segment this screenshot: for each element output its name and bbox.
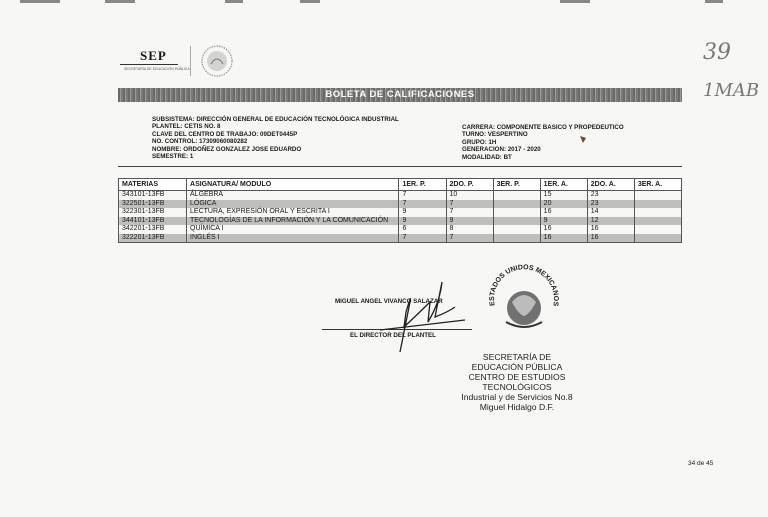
cell-materia: 342201-13FB bbox=[119, 225, 187, 234]
cell-absences: 16 bbox=[587, 234, 634, 243]
cell-asignatura: QUÍMICA I bbox=[187, 225, 399, 234]
sep-logo-text: SEP bbox=[140, 48, 167, 63]
cell-absences bbox=[634, 217, 681, 226]
stamp-line: Miguel Hidalgo D.F. bbox=[479, 402, 555, 412]
stamp-line: TECNOLÓGICOS bbox=[482, 382, 552, 392]
cell-grade: 10 bbox=[446, 191, 493, 200]
director-name: MIGUEL ANGEL VIVANCO SALAZAR bbox=[335, 298, 443, 305]
handwritten-page-number: 39 bbox=[703, 40, 731, 65]
stamp-line: SECRETARÍA DE bbox=[482, 352, 552, 362]
col-1er-a: 1ER. A. bbox=[540, 179, 587, 191]
col-1er-p: 1ER. P. bbox=[399, 179, 446, 191]
cell-grade: 7 bbox=[399, 234, 446, 243]
table-row bbox=[119, 191, 682, 200]
cell-grade: 7 bbox=[446, 200, 493, 209]
cell-absences: 16 bbox=[540, 208, 587, 217]
cell-grade bbox=[493, 191, 540, 200]
table-row bbox=[119, 225, 682, 234]
document-title: BOLETA DE CALIFICACIONES bbox=[118, 88, 682, 102]
cell-absences: 23 bbox=[587, 200, 634, 209]
shift-field: TURNO: VESPERTINO bbox=[462, 131, 528, 139]
modality-field: MODALIDAD: BT bbox=[462, 153, 512, 161]
cell-materia: 322201-13FB bbox=[119, 234, 187, 243]
ink-blot-icon bbox=[578, 134, 588, 144]
table-row bbox=[119, 208, 682, 217]
sep-logo-subtext: SECRETARÍA DE EDUCACIÓN PÚBLICA bbox=[124, 67, 190, 71]
cell-materia: 343101-13FB bbox=[119, 191, 187, 200]
cell-absences: 16 bbox=[540, 234, 587, 243]
cell-grade: 9 bbox=[399, 217, 446, 226]
cell-materia: 322501-13FB bbox=[119, 200, 187, 209]
cell-asignatura: LÓGICA bbox=[187, 200, 399, 209]
table-row bbox=[119, 217, 682, 226]
cell-grade: 7 bbox=[399, 191, 446, 200]
generation-field: GENERACION: 2017 - 2020 bbox=[462, 146, 541, 154]
handwritten-group-note: 1MAB bbox=[703, 80, 760, 101]
table-row bbox=[119, 200, 682, 209]
cell-absences bbox=[634, 191, 681, 200]
group-field: GRUPO: 1H bbox=[462, 138, 497, 146]
info-divider bbox=[118, 166, 682, 167]
cell-grade bbox=[493, 208, 540, 217]
plantel-field: PLANTEL: CETIS NO. 8 bbox=[152, 123, 221, 131]
cell-grade bbox=[493, 200, 540, 209]
cell-grade: 6 bbox=[399, 225, 446, 234]
cell-grade: 7 bbox=[399, 200, 446, 209]
col-2do-p: 2DO. P. bbox=[446, 179, 493, 191]
cell-grade bbox=[493, 217, 540, 226]
col-2do-a: 2DO. A. bbox=[587, 179, 634, 191]
national-seal-small-icon bbox=[200, 44, 234, 78]
col-asignatura: ASIGNATURA/ MODULO bbox=[187, 179, 399, 191]
student-info-right bbox=[462, 124, 624, 161]
career-field: CARRERA: COMPONENTE BASICO Y PROPEDEUTICO bbox=[462, 124, 624, 131]
col-materias: MATERIAS bbox=[119, 179, 187, 191]
cell-absences bbox=[634, 200, 681, 209]
top-edge-marks bbox=[0, 0, 768, 6]
official-seal-icon bbox=[484, 262, 564, 342]
student-name-field: NOMBRE: ORDOÑEZ GONZALEZ JOSE EDUARDO bbox=[152, 145, 302, 153]
cell-absences: 14 bbox=[587, 208, 634, 217]
cell-asignatura: INGLÉS I bbox=[187, 234, 399, 243]
control-number-field: NO. CONTROL: 17309060080282 bbox=[152, 138, 248, 146]
cell-grade: 7 bbox=[446, 234, 493, 243]
seal-ring-text: ESTADOS UNIDOS MEXICANOS bbox=[488, 264, 560, 307]
school-stamp bbox=[452, 352, 582, 412]
table-row bbox=[119, 234, 682, 243]
cell-absences: 16 bbox=[587, 225, 634, 234]
col-3er-a: 3ER. A. bbox=[634, 179, 681, 191]
student-info-left bbox=[152, 116, 399, 160]
stamp-line: Industrial y de Servicios No.8 bbox=[461, 392, 573, 402]
stamp-line: CENTRO DE ESTUDIOS bbox=[468, 372, 566, 382]
col-3er-p: 3ER. P. bbox=[493, 179, 540, 191]
logo-divider bbox=[190, 46, 191, 76]
director-title: EL DIRECTOR DEL PLANTEL bbox=[350, 332, 436, 339]
cell-materia: 344101-13FB bbox=[119, 217, 187, 226]
subsistema-field: SUBSISTEMA: DIRECCIÓN GENERAL DE EDUCACIÓN TECNOLÓGICA INDUSTRIAL bbox=[152, 116, 399, 123]
semester-field: SEMESTRE: 1 bbox=[152, 153, 194, 161]
clave-field: CLAVE DEL CENTRO DE TRABAJO: 09DET0445P bbox=[152, 130, 298, 138]
cell-absences: 23 bbox=[587, 191, 634, 200]
stamp-line: EDUCACIÓN PÚBLICA bbox=[471, 362, 563, 372]
cell-grade: 8 bbox=[446, 225, 493, 234]
cell-absences: 20 bbox=[540, 200, 587, 209]
cell-asignatura: TECNOLOGÍAS DE LA INFORMACIÓN Y LA COMUNICACIÓN bbox=[187, 217, 399, 226]
cell-absences: 9 bbox=[540, 217, 587, 226]
cell-grade bbox=[493, 225, 540, 234]
handwritten-signature-icon bbox=[370, 272, 470, 362]
cell-absences: 15 bbox=[540, 191, 587, 200]
cell-absences: 12 bbox=[587, 217, 634, 226]
cell-asignatura: ÁLGEBRA bbox=[187, 191, 399, 200]
grades-header-row bbox=[119, 179, 682, 191]
cell-grade bbox=[493, 234, 540, 243]
cell-absences bbox=[634, 208, 681, 217]
cell-materia: 322301-13FB bbox=[119, 208, 187, 217]
grades-table bbox=[118, 178, 682, 243]
cell-absences: 16 bbox=[540, 225, 587, 234]
cell-asignatura: LECTURA, EXPRESIÓN ORAL Y ESCRITA I bbox=[187, 208, 399, 217]
cell-absences bbox=[634, 225, 681, 234]
page-number: 34 de 45 bbox=[688, 460, 714, 467]
cell-grade: 9 bbox=[446, 217, 493, 226]
cell-grade: 7 bbox=[446, 208, 493, 217]
cell-absences bbox=[634, 234, 681, 243]
cell-grade: 9 bbox=[399, 208, 446, 217]
